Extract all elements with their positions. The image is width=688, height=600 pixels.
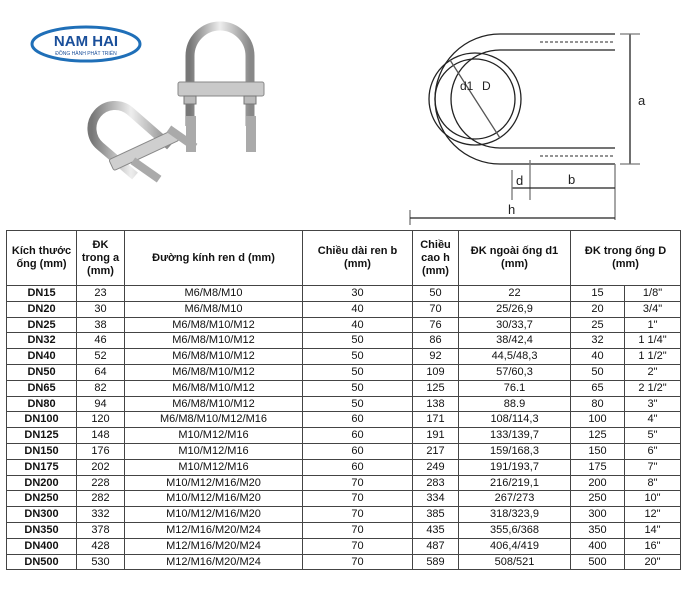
cell-inch: 2 1/2" (625, 380, 681, 396)
cell-dn: DN350 (7, 522, 77, 538)
cell-d1: 508/521 (459, 554, 571, 570)
cell-inch: 2" (625, 364, 681, 380)
table-body (7, 286, 681, 570)
cell-h: 191 (413, 428, 459, 444)
cell-d1: 133/139,7 (459, 428, 571, 444)
cell-inch: 1/8" (625, 286, 681, 302)
cell-h: 283 (413, 475, 459, 491)
cell-a: 120 (77, 412, 125, 428)
u-bolt-photo (60, 16, 300, 226)
cell-d1: 355,6/368 (459, 522, 571, 538)
cell-mm: 32 (571, 333, 625, 349)
table-row (7, 507, 681, 523)
label-h: h (508, 202, 516, 217)
cell-inch: 20" (625, 554, 681, 570)
cell-h: 487 (413, 538, 459, 554)
cell-d1: 22 (459, 286, 571, 302)
table-row (7, 396, 681, 412)
cell-inch: 10" (625, 491, 681, 507)
cell-dn: DN500 (7, 554, 77, 570)
cell-h: 435 (413, 522, 459, 538)
cell-a: 332 (77, 507, 125, 523)
label-b: b (568, 172, 576, 187)
cell-d1: 76.1 (459, 380, 571, 396)
cell-a: 30 (77, 301, 125, 317)
cell-h: 589 (413, 554, 459, 570)
cell-inch: 3/4" (625, 301, 681, 317)
cell-thread: M6/M8/M10 (125, 301, 303, 317)
cell-h: 125 (413, 380, 459, 396)
cell-inch: 6" (625, 443, 681, 459)
header-h: Chiều cao h (mm) (413, 231, 459, 286)
cell-h: 334 (413, 491, 459, 507)
cell-a: 228 (77, 475, 125, 491)
table-row (7, 364, 681, 380)
label-D: D (482, 79, 491, 93)
cell-h: 50 (413, 286, 459, 302)
cell-mm: 300 (571, 507, 625, 523)
header-thread: Đường kính ren d (mm) (125, 231, 303, 286)
cell-dn: DN80 (7, 396, 77, 412)
cell-a: 38 (77, 317, 125, 333)
cell-mm: 500 (571, 554, 625, 570)
cell-h: 76 (413, 317, 459, 333)
cell-mm: 350 (571, 522, 625, 538)
cell-b: 60 (303, 412, 413, 428)
cell-d1: 216/219,1 (459, 475, 571, 491)
table-row (7, 380, 681, 396)
u-bolt-spec-table (6, 230, 681, 570)
cell-h: 86 (413, 333, 459, 349)
cell-b: 70 (303, 491, 413, 507)
cell-a: 23 (77, 286, 125, 302)
cell-d1: 44,5/48,3 (459, 349, 571, 365)
header-area (0, 0, 688, 228)
cell-a: 82 (77, 380, 125, 396)
cell-thread: M6/M8/M10 (125, 286, 303, 302)
cell-thread: M10/M12/M16/M20 (125, 475, 303, 491)
table-row (7, 412, 681, 428)
cell-thread: M12/M16/M20/M24 (125, 554, 303, 570)
cell-a: 378 (77, 522, 125, 538)
table-row (7, 286, 681, 302)
cell-mm: 20 (571, 301, 625, 317)
cell-thread: M10/M12/M16/M20 (125, 491, 303, 507)
cell-dn: DN40 (7, 349, 77, 365)
cell-dn: DN400 (7, 538, 77, 554)
cell-mm: 65 (571, 380, 625, 396)
cell-thread: M6/M8/M10/M12 (125, 364, 303, 380)
cell-b: 70 (303, 538, 413, 554)
cell-dn: DN300 (7, 507, 77, 523)
cell-inch: 1 1/4" (625, 333, 681, 349)
cell-inch: 12" (625, 507, 681, 523)
cell-b: 60 (303, 428, 413, 444)
cell-mm: 400 (571, 538, 625, 554)
cell-mm: 15 (571, 286, 625, 302)
cell-dn: DN150 (7, 443, 77, 459)
cell-thread: M10/M12/M16 (125, 443, 303, 459)
cell-a: 176 (77, 443, 125, 459)
cell-inch: 8" (625, 475, 681, 491)
cell-h: 92 (413, 349, 459, 365)
table-row (7, 443, 681, 459)
cell-thread: M10/M12/M16 (125, 428, 303, 444)
cell-d1: 25/26,9 (459, 301, 571, 317)
cell-mm: 150 (571, 443, 625, 459)
cell-thread: M6/M8/M10/M12 (125, 349, 303, 365)
table-row (7, 491, 681, 507)
cell-a: 46 (77, 333, 125, 349)
cell-d1: 88.9 (459, 396, 571, 412)
cell-dn: DN250 (7, 491, 77, 507)
cell-h: 171 (413, 412, 459, 428)
cell-b: 30 (303, 286, 413, 302)
cell-b: 60 (303, 443, 413, 459)
cell-dn: DN175 (7, 459, 77, 475)
label-d: d (516, 173, 524, 188)
cell-thread: M12/M16/M20/M24 (125, 538, 303, 554)
cell-mm: 175 (571, 459, 625, 475)
cell-h: 138 (413, 396, 459, 412)
cell-thread: M6/M8/M10/M12/M16 (125, 412, 303, 428)
header-D: ĐK trong ống D (mm) (571, 231, 681, 286)
cell-b: 50 (303, 364, 413, 380)
table-row (7, 428, 681, 444)
cell-b: 70 (303, 475, 413, 491)
cell-d1: 267/273 (459, 491, 571, 507)
cell-dn: DN15 (7, 286, 77, 302)
table-row (7, 333, 681, 349)
cell-thread: M6/M8/M10/M12 (125, 333, 303, 349)
cell-mm: 25 (571, 317, 625, 333)
cell-dn: DN25 (7, 317, 77, 333)
table-row (7, 522, 681, 538)
cell-dn: DN20 (7, 301, 77, 317)
table-row (7, 349, 681, 365)
brand-name: NAM HAI (53, 33, 119, 50)
table-row (7, 459, 681, 475)
cell-b: 40 (303, 317, 413, 333)
label-a: a (638, 93, 646, 108)
cell-d1: 159/168,3 (459, 443, 571, 459)
cell-d1: 191/193,7 (459, 459, 571, 475)
cell-mm: 125 (571, 428, 625, 444)
cell-mm: 100 (571, 412, 625, 428)
cell-thread: M12/M16/M20/M24 (125, 522, 303, 538)
cell-inch: 5" (625, 428, 681, 444)
cell-b: 50 (303, 380, 413, 396)
cell-h: 217 (413, 443, 459, 459)
cell-a: 148 (77, 428, 125, 444)
header-b: Chiều dài ren b (mm) (303, 231, 413, 286)
cell-a: 282 (77, 491, 125, 507)
cell-d1: 38/42,4 (459, 333, 571, 349)
cell-thread: M6/M8/M10/M12 (125, 317, 303, 333)
header-size: Kích thước ống (mm) (7, 231, 77, 286)
cell-thread: M10/M12/M16 (125, 459, 303, 475)
table-row (7, 317, 681, 333)
brand-tagline: ĐỒNG HÀNH PHÁT TRIỂN (55, 51, 117, 57)
header-a: ĐK trong a (mm) (77, 231, 125, 286)
cell-inch: 4" (625, 412, 681, 428)
cell-dn: DN200 (7, 475, 77, 491)
cell-mm: 200 (571, 475, 625, 491)
cell-b: 50 (303, 349, 413, 365)
table-row (7, 475, 681, 491)
cell-a: 64 (77, 364, 125, 380)
cell-b: 70 (303, 554, 413, 570)
cell-a: 202 (77, 459, 125, 475)
cell-dn: DN100 (7, 412, 77, 428)
cell-a: 94 (77, 396, 125, 412)
label-d1: d1 (460, 79, 474, 93)
cell-a: 52 (77, 349, 125, 365)
cell-b: 40 (303, 301, 413, 317)
cell-d1: 108/114,3 (459, 412, 571, 428)
cell-h: 70 (413, 301, 459, 317)
table-row (7, 301, 681, 317)
cell-inch: 3" (625, 396, 681, 412)
cell-d1: 30/33,7 (459, 317, 571, 333)
cell-inch: 16" (625, 538, 681, 554)
cell-h: 109 (413, 364, 459, 380)
table-row (7, 538, 681, 554)
cell-inch: 1 1/2" (625, 349, 681, 365)
cell-inch: 1" (625, 317, 681, 333)
cell-a: 530 (77, 554, 125, 570)
cell-mm: 80 (571, 396, 625, 412)
cell-thread: M6/M8/M10/M12 (125, 380, 303, 396)
cell-b: 50 (303, 396, 413, 412)
cell-dn: DN32 (7, 333, 77, 349)
cell-b: 60 (303, 459, 413, 475)
cell-a: 428 (77, 538, 125, 554)
cell-inch: 7" (625, 459, 681, 475)
cell-d1: 318/323,9 (459, 507, 571, 523)
cell-h: 385 (413, 507, 459, 523)
u-bolt-dimension-drawing (390, 20, 680, 230)
table-row (7, 554, 681, 570)
cell-mm: 50 (571, 364, 625, 380)
cell-b: 70 (303, 522, 413, 538)
table-header-row (7, 231, 681, 286)
cell-thread: M10/M12/M16/M20 (125, 507, 303, 523)
cell-inch: 14" (625, 522, 681, 538)
cell-thread: M6/M8/M10/M12 (125, 396, 303, 412)
cell-dn: DN65 (7, 380, 77, 396)
cell-h: 249 (413, 459, 459, 475)
cell-dn: DN125 (7, 428, 77, 444)
cell-d1: 57/60,3 (459, 364, 571, 380)
cell-d1: 406,4/419 (459, 538, 571, 554)
cell-mm: 40 (571, 349, 625, 365)
cell-dn: DN50 (7, 364, 77, 380)
header-d1: ĐK ngoài ống d1 (mm) (459, 231, 571, 286)
cell-b: 70 (303, 507, 413, 523)
cell-mm: 250 (571, 491, 625, 507)
cell-b: 50 (303, 333, 413, 349)
